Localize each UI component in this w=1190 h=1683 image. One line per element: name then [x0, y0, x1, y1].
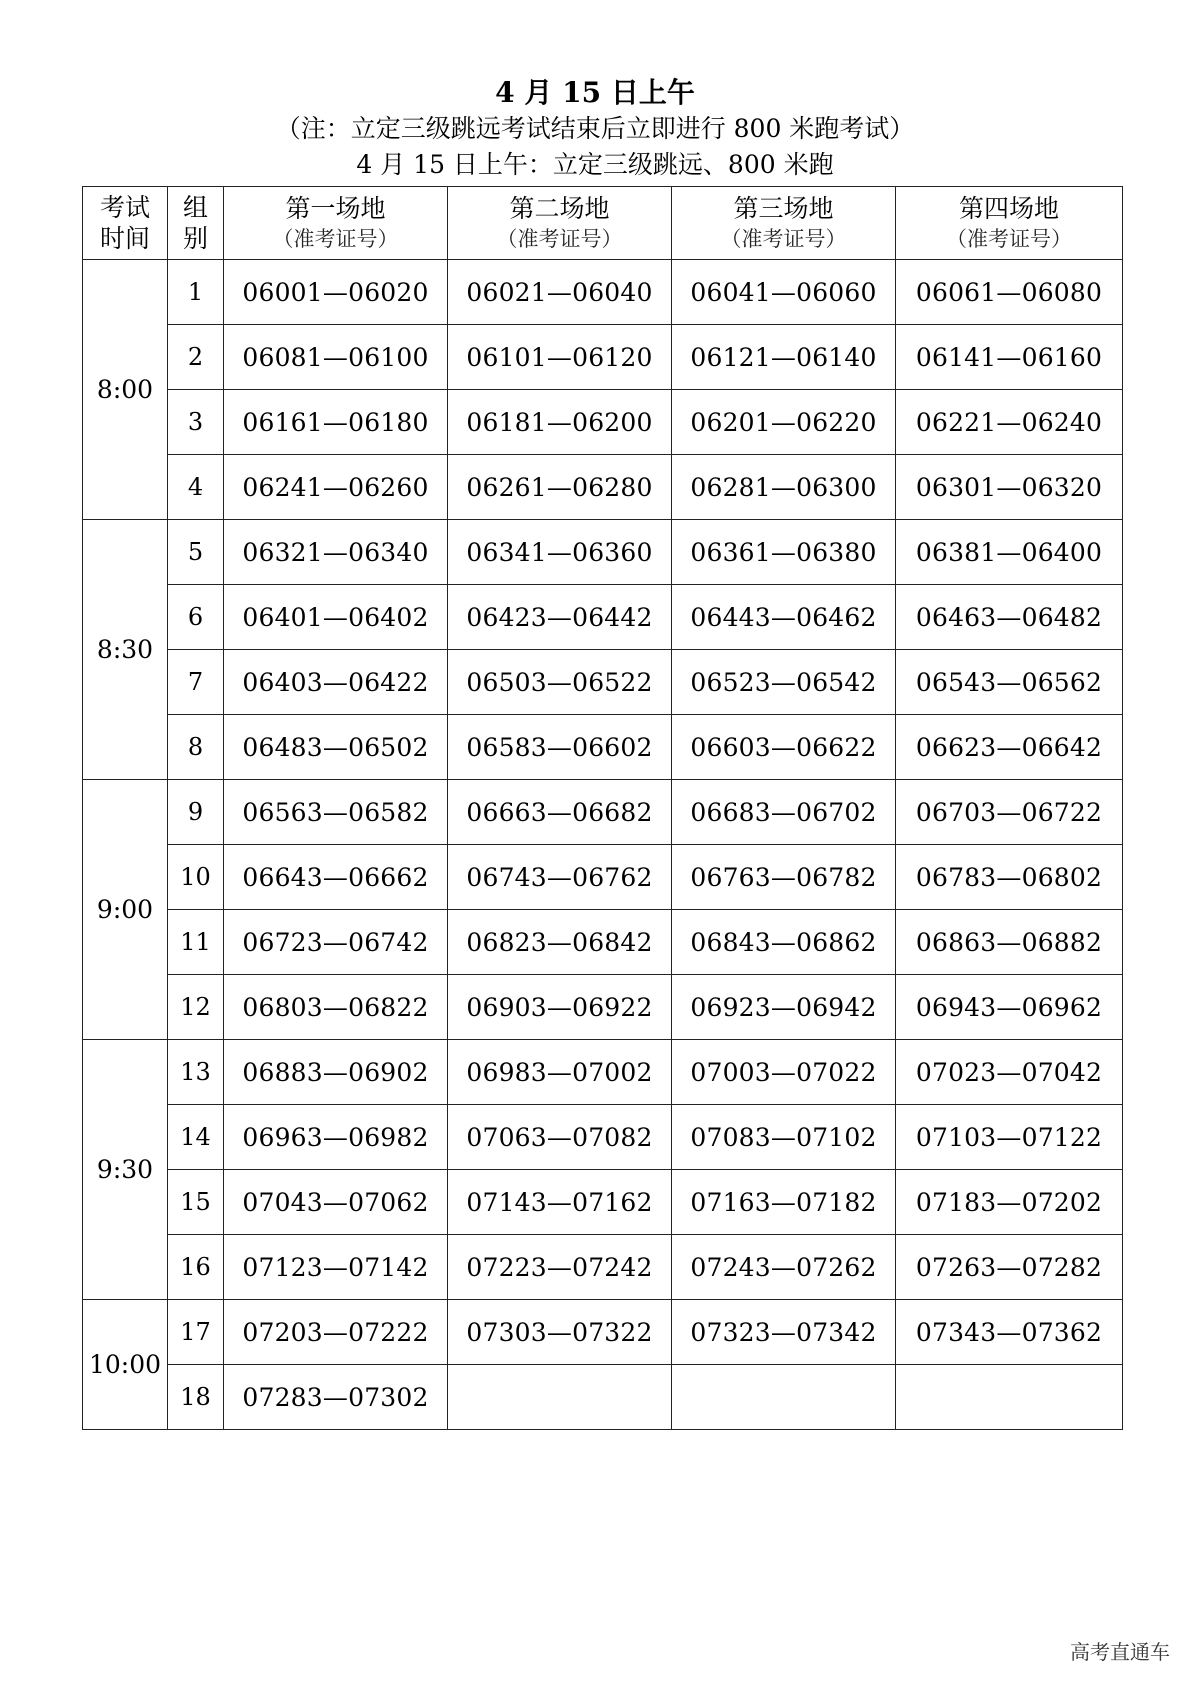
venue-3-range-cell: 06843—06862 [672, 910, 896, 975]
header-group-line2: 别 [182, 224, 208, 253]
venue-4-range-cell: 07263—07282 [896, 1235, 1123, 1300]
venue-1-range-cell: 06401—06402 [224, 585, 448, 650]
venue-3-range-cell: 06683—06702 [672, 780, 896, 845]
venue-2-range-cell: 06903—06922 [448, 975, 672, 1040]
venue-1-range-cell: 07203—07222 [224, 1300, 448, 1365]
venue-2-range-cell: 06823—06842 [448, 910, 672, 975]
header-venue-4-sub: （准考证号） [946, 226, 1072, 251]
group-number-cell: 10 [168, 845, 224, 910]
table-row [83, 975, 1123, 1040]
venue-3-range-cell: 06523—06542 [672, 650, 896, 715]
venue-2-range-cell: 06181—06200 [448, 390, 672, 455]
group-number-cell: 6 [168, 585, 224, 650]
table-row [83, 520, 1123, 585]
note-line: （注：立定三级跳远考试结束后立即进行 800 米跑考试） [275, 114, 915, 143]
venue-4-range-cell: 07183—07202 [896, 1170, 1123, 1235]
venue-1-range-cell: 06723—06742 [224, 910, 448, 975]
table-row [83, 910, 1123, 975]
venue-4-range-cell: 06783—06802 [896, 845, 1123, 910]
group-number-cell: 1 [168, 260, 224, 325]
header-group-line1: 组 [182, 193, 208, 222]
venue-4-range-cell: 06141—06160 [896, 325, 1123, 390]
header-venue-4 [896, 187, 1123, 260]
venue-4-range-cell: 06863—06882 [896, 910, 1123, 975]
exam-time-cell: 8:00 [83, 260, 168, 520]
venue-2-range-cell: 06423—06442 [448, 585, 672, 650]
group-number-cell: 15 [168, 1170, 224, 1235]
venue-2-range-cell: 06021—06040 [448, 260, 672, 325]
header-venue-2-sub: （准考证号） [496, 226, 623, 251]
header-time-line1: 考试 [99, 193, 150, 222]
venue-4-range-cell: 06463—06482 [896, 585, 1123, 650]
venue-3-range-cell: 06443—06462 [672, 585, 896, 650]
venue-4-range-cell: 06381—06400 [896, 520, 1123, 585]
table-row [83, 715, 1123, 780]
exam-time-cell: 8:30 [83, 520, 168, 780]
group-number-cell: 13 [168, 1040, 224, 1105]
venue-1-range-cell: 06643—06662 [224, 845, 448, 910]
venue-1-range-cell: 07283—07302 [224, 1365, 448, 1430]
venue-3-range-cell: 06763—06782 [672, 845, 896, 910]
venue-4-range-cell: 07343—07362 [896, 1300, 1123, 1365]
venue-3-range-cell: 06923—06942 [672, 975, 896, 1040]
venue-3-range-cell: 06201—06220 [672, 390, 896, 455]
venue-3-range-cell: 06603—06622 [672, 715, 896, 780]
header-venue-1-sub: （准考证号） [272, 226, 399, 251]
venue-2-range-cell: 06503—06522 [448, 650, 672, 715]
venue-2-range-cell: 06101—06120 [448, 325, 672, 390]
venue-3-range-cell: 06361—06380 [672, 520, 896, 585]
venue-1-range-cell: 06001—06020 [224, 260, 448, 325]
venue-2-range-cell: 06341—06360 [448, 520, 672, 585]
watermark: 高考直通车 [1070, 1640, 1170, 1664]
venue-3-range-cell: 07243—07262 [672, 1235, 896, 1300]
venue-1-range-cell: 06161—06180 [224, 390, 448, 455]
venue-3-range-cell [672, 1365, 896, 1430]
group-number-cell: 8 [168, 715, 224, 780]
table-row [83, 1040, 1123, 1105]
header-venue-1 [224, 187, 448, 260]
venue-4-range-cell [896, 1365, 1123, 1430]
group-number-cell: 5 [168, 520, 224, 585]
table-row [83, 585, 1123, 650]
header-venue-1-label: 第一场地 [285, 193, 386, 223]
venue-2-range-cell: 06983—07002 [448, 1040, 672, 1105]
table-row [83, 1300, 1123, 1365]
schedule-body [83, 260, 1123, 1430]
venue-1-range-cell: 06563—06582 [224, 780, 448, 845]
schedule-subtitle: 4 月 15 日上午：立定三级跳远、800 米跑 [356, 150, 834, 179]
venue-4-range-cell: 06623—06642 [896, 715, 1123, 780]
group-number-cell: 2 [168, 325, 224, 390]
venue-1-range-cell: 06241—06260 [224, 455, 448, 520]
table-row [83, 1105, 1123, 1170]
venue-4-range-cell: 06061—06080 [896, 260, 1123, 325]
header-exam-time [83, 187, 168, 260]
table-row [83, 455, 1123, 520]
venue-1-range-cell: 07123—07142 [224, 1235, 448, 1300]
venue-1-range-cell: 06803—06822 [224, 975, 448, 1040]
header-venue-2-label: 第二场地 [509, 193, 610, 223]
group-number-cell: 9 [168, 780, 224, 845]
venue-4-range-cell: 06943—06962 [896, 975, 1123, 1040]
table-row [83, 1365, 1123, 1430]
table-row [83, 1235, 1123, 1300]
venue-1-range-cell: 06883—06902 [224, 1040, 448, 1105]
exam-time-cell: 10:00 [83, 1300, 168, 1430]
table-header-row [83, 187, 1123, 260]
header-venue-3-sub: （准考证号） [720, 226, 847, 251]
venue-3-range-cell: 07323—07342 [672, 1300, 896, 1365]
group-number-cell: 11 [168, 910, 224, 975]
venue-4-range-cell: 06703—06722 [896, 780, 1123, 845]
venue-1-range-cell: 06081—06100 [224, 325, 448, 390]
exam-time-cell: 9:00 [83, 780, 168, 1040]
venue-1-range-cell: 07043—07062 [224, 1170, 448, 1235]
venue-2-range-cell: 06663—06682 [448, 780, 672, 845]
venue-2-range-cell: 06583—06602 [448, 715, 672, 780]
venue-3-range-cell: 06041—06060 [672, 260, 896, 325]
venue-1-range-cell: 06963—06982 [224, 1105, 448, 1170]
venue-3-range-cell: 07003—07022 [672, 1040, 896, 1105]
header-venue-4-label: 第四场地 [958, 193, 1059, 223]
venue-3-range-cell: 06121—06140 [672, 325, 896, 390]
header-venue-3 [672, 187, 896, 260]
venue-1-range-cell: 06321—06340 [224, 520, 448, 585]
venue-4-range-cell: 06543—06562 [896, 650, 1123, 715]
group-number-cell: 12 [168, 975, 224, 1040]
table-row [83, 390, 1123, 455]
venue-2-range-cell: 07303—07322 [448, 1300, 672, 1365]
venue-4-range-cell: 07103—07122 [896, 1105, 1123, 1170]
venue-2-range-cell: 07063—07082 [448, 1105, 672, 1170]
venue-2-range-cell [448, 1365, 672, 1430]
venue-1-range-cell: 06483—06502 [224, 715, 448, 780]
table-row [83, 1170, 1123, 1235]
page-title: 4 月 15 日上午 [495, 76, 695, 109]
table-row [83, 845, 1123, 910]
venue-2-range-cell: 06261—06280 [448, 455, 672, 520]
group-number-cell: 17 [168, 1300, 224, 1365]
venue-3-range-cell: 07163—07182 [672, 1170, 896, 1235]
venue-4-range-cell: 06301—06320 [896, 455, 1123, 520]
venue-2-range-cell: 07143—07162 [448, 1170, 672, 1235]
schedule-table [82, 186, 1123, 1430]
venue-3-range-cell: 06281—06300 [672, 455, 896, 520]
group-number-cell: 18 [168, 1365, 224, 1430]
header-venue-2 [448, 187, 672, 260]
table-row [83, 780, 1123, 845]
venue-3-range-cell: 07083—07102 [672, 1105, 896, 1170]
venue-4-range-cell: 06221—06240 [896, 390, 1123, 455]
group-number-cell: 7 [168, 650, 224, 715]
header-venue-3-label: 第三场地 [733, 193, 834, 223]
header-group [168, 187, 224, 260]
group-number-cell: 16 [168, 1235, 224, 1300]
exam-time-cell: 9:30 [83, 1040, 168, 1300]
venue-2-range-cell: 07223—07242 [448, 1235, 672, 1300]
venue-4-range-cell: 07023—07042 [896, 1040, 1123, 1105]
group-number-cell: 3 [168, 390, 224, 455]
table-row [83, 260, 1123, 325]
group-number-cell: 14 [168, 1105, 224, 1170]
header-time-line2: 时间 [99, 224, 150, 253]
venue-2-range-cell: 06743—06762 [448, 845, 672, 910]
group-number-cell: 4 [168, 455, 224, 520]
table-row [83, 650, 1123, 715]
table-row [83, 325, 1123, 390]
venue-1-range-cell: 06403—06422 [224, 650, 448, 715]
